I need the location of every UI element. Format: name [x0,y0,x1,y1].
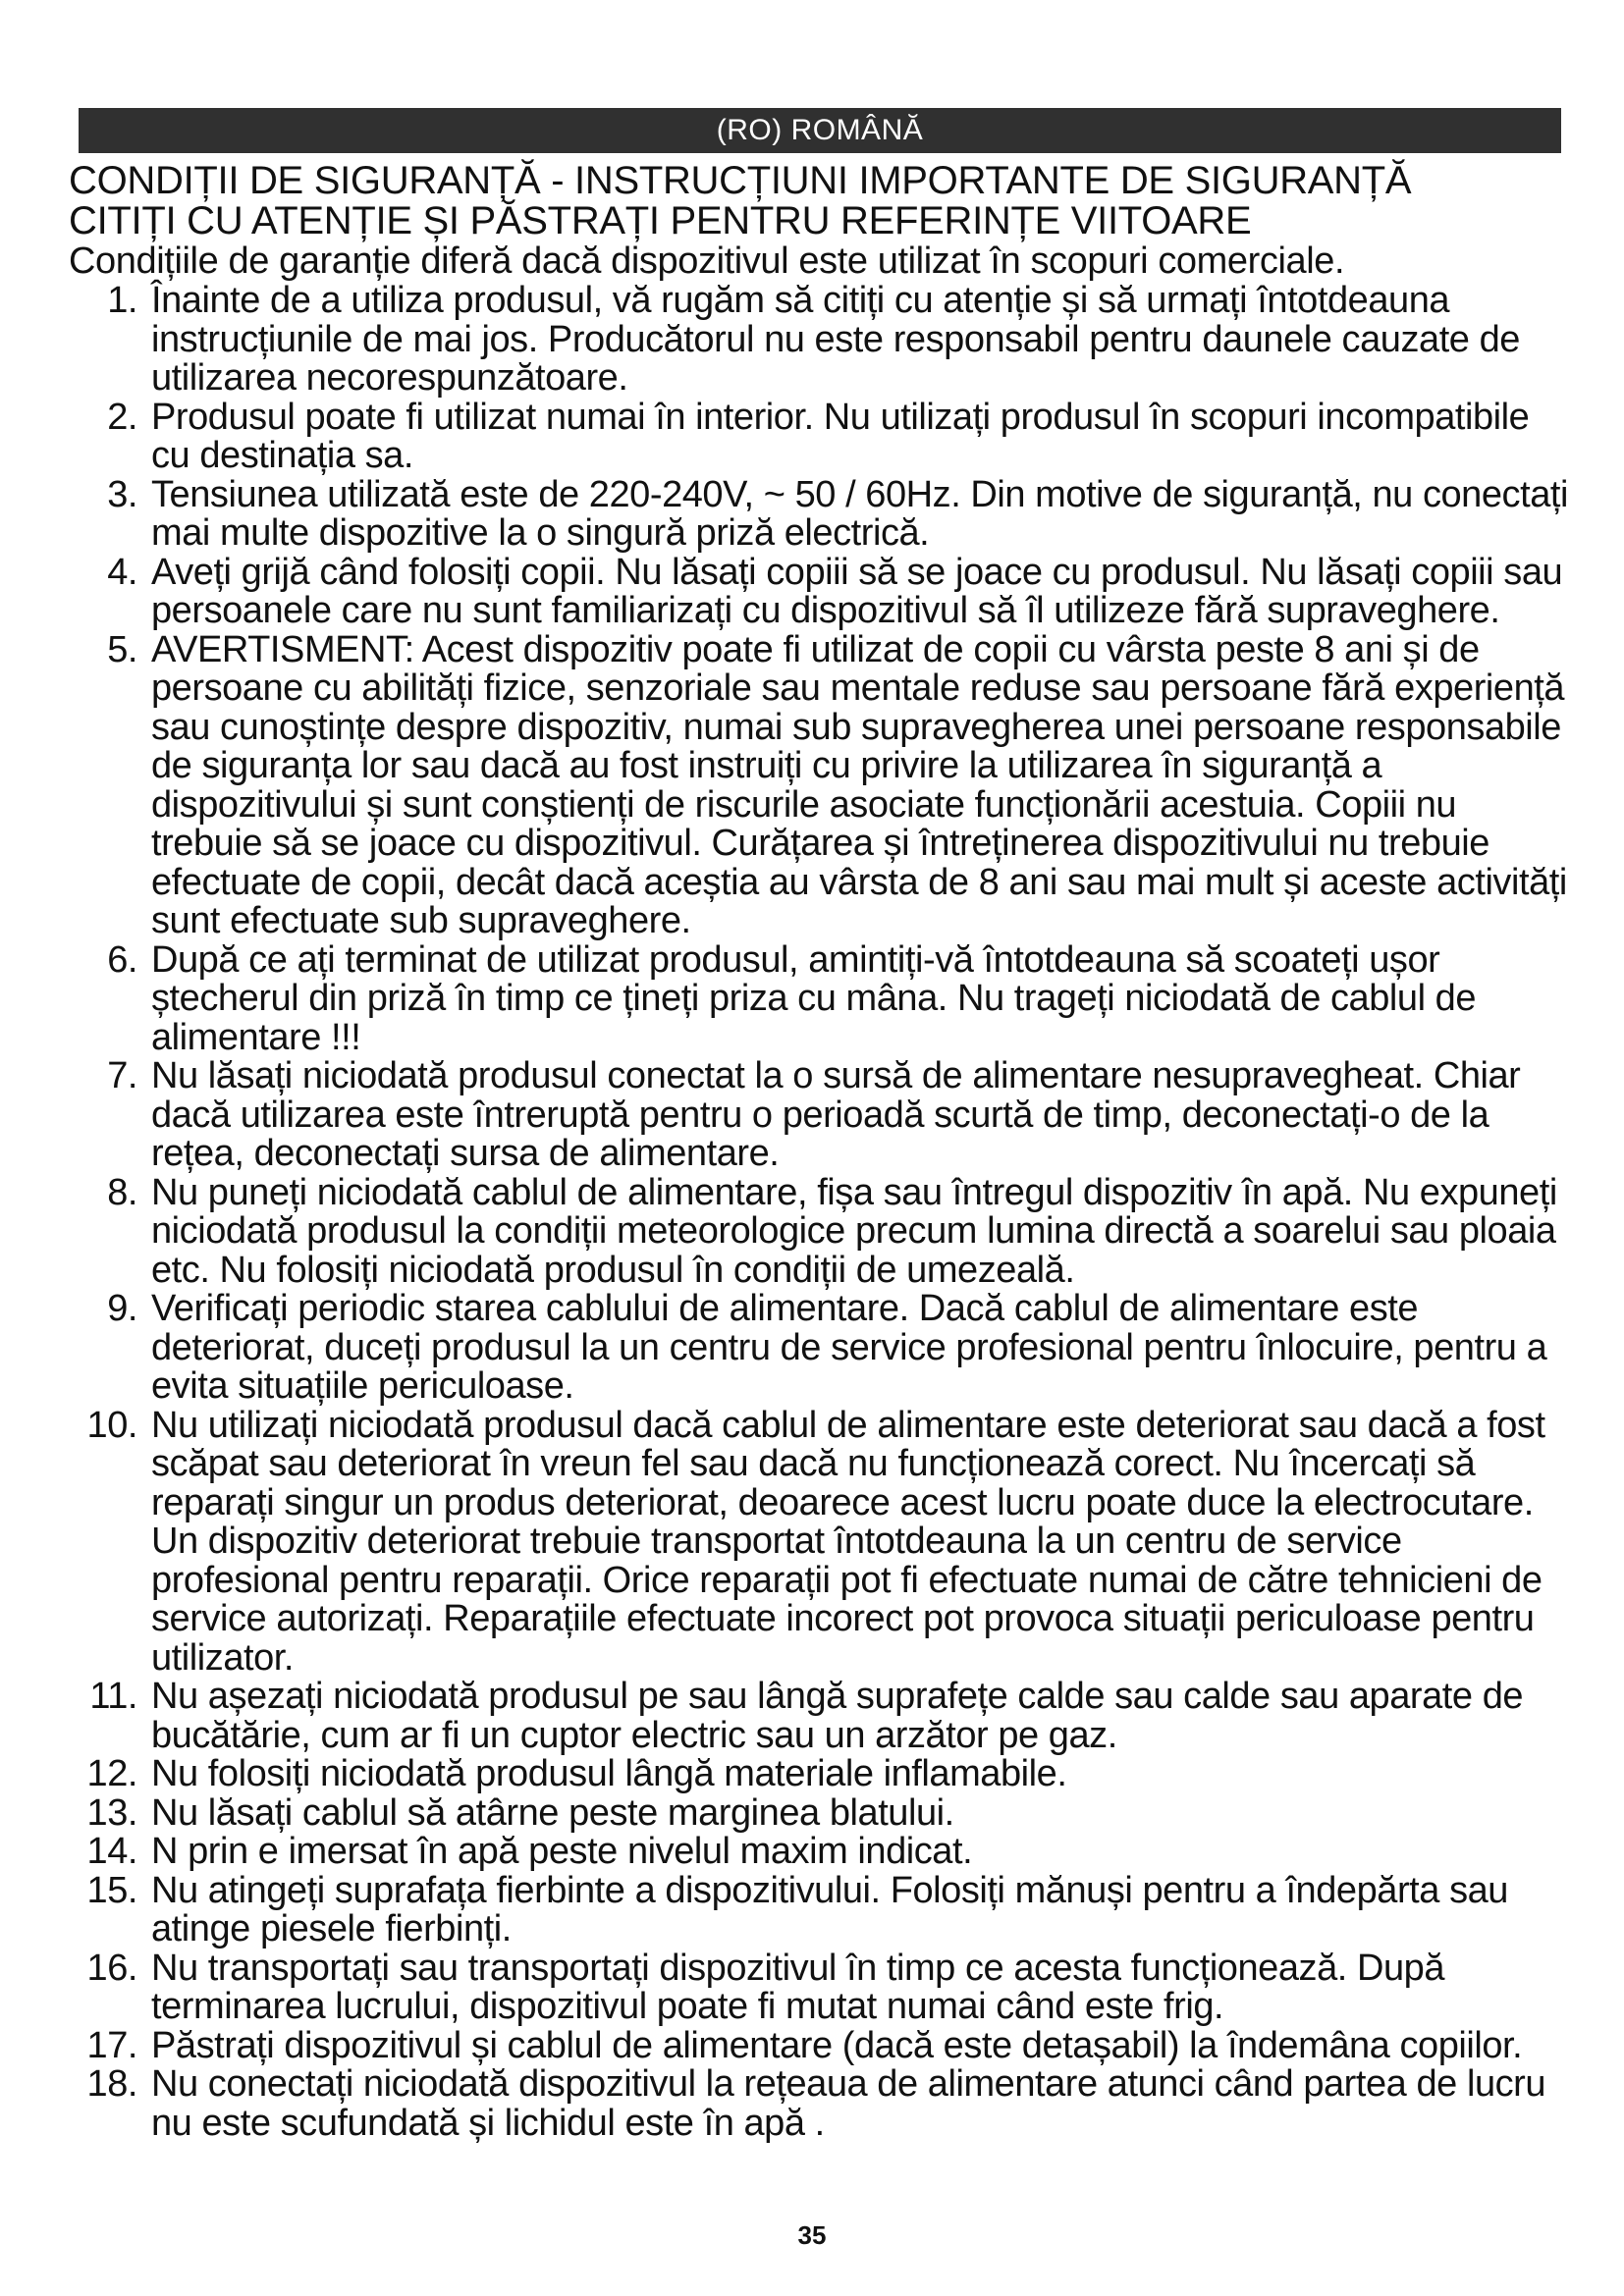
item-text: Nu folosiți niciodată produsul lângă materiale inflamabile. [151,1753,1067,1794]
item-number: 7. [107,1055,137,1096]
item-number: 15. [86,1869,137,1911]
language-label: (RO) ROMÂNĂ [716,114,924,146]
list-item [69,551,1571,631]
item-number: 9. [107,1288,137,1329]
item-text: Nu așezați niciodată produsul pe sau lângă suprafețe calde sau calde sau aparate de bucătărie, cum ar fi un cuptor electric sau un arzător pe gaz. [151,1676,1524,1756]
list-item [69,2024,1571,2066]
list-item [69,1678,1571,1755]
item-number: 3. [107,473,137,515]
list-item [69,1290,1571,1407]
list-item [69,473,1571,554]
list-item [69,1057,1571,1174]
item-number: 14. [86,1831,137,1872]
warranty-intro: Condițiile de garanție diferă dacă dispozitivul este utilizat în scopuri comerciale. [69,240,1345,282]
item-text: Nu lăsați cablul să atârne peste marginea blatului. [151,1791,954,1834]
item-text: Păstrați dispozitivul și cablul de alimentare (dacă este detașabil) la îndemâna copiilor. [151,2024,1523,2066]
list-item [69,1404,1571,1679]
item-text: Nu lăsați niciodată produsul conectat la o sursă de alimentare nesupravegheat. Chiar dacă utilizarea este întreruptă pentru o perioadă scurtă de timp, deconectați-o de la rețea, deconectați sursa de alimentare. [151,1055,1521,1174]
section-title-line-1: CONDIȚII DE SIGURANȚĂ - INSTRUCȚIUNI IMPORTANTE DE SIGURANȚĂ [69,159,1412,202]
list-item [69,2065,1571,2143]
section-title-line-2: CITIȚI CU ATENȚIE ȘI PĂSTRAȚI PENTRU REFERINȚE VIITOARE [69,199,1252,242]
item-number: 11. [89,1676,137,1717]
list-item [69,396,1571,476]
language-header-bar [79,108,1561,153]
item-number: 17. [86,2024,137,2066]
item-number: 2. [107,396,137,438]
item-number: 12. [86,1753,137,1794]
item-text: Nu conectați niciodată dispozitivul la rețeaua de alimentare atunci când partea de lucru nu este scufundată și lichidul este în apă . [151,2063,1546,2144]
item-text: AVERTISMENT: Acest dispozitiv poate fi utilizat de copii cu vârsta peste 8 ani și de persoane cu abilități fizice, senzoriale sau mentale reduse sau persoane fără experiență sau cunoștințe despre dispozitiv, numai sub supravegherea unei persoane responsabile de siguranța lor sau dacă au fost instruiți cu privire la utilizarea în siguranță a dispozitivului și sunt conștienți de riscurile asociate funcționării acestuia. Copiii nu trebuie să se joace cu dispozitivul. Curățarea și întreținerea dispozitivului nu trebuie efectuate de copii, decât dacă aceștia au vârsta de 8 ani sau mai mult și aceste activități sunt efectuate sub supraveghere. [151,628,1567,941]
safety-instructions-list [69,282,1571,2143]
item-number: 10. [86,1404,137,1446]
item-number: 1. [107,280,137,321]
item-text: Tensiunea utilizată este de 220-240V, ~ 50 / 60Hz. Din motive de siguranță, nu conectați mai multe dispozitive la o singură priză electrică. [151,473,1568,554]
list-item [69,1833,1571,1872]
item-text: Înainte de a utiliza produsul, vă rugăm să citiți cu atenție și să urmați întotdeauna instrucțiunile de mai jos. Producătorul nu este responsabil pentru daunele cauzate de utilizarea necorespunzătoare. [151,280,1520,399]
list-item [69,1171,1571,1291]
item-number: 13. [86,1791,137,1834]
item-text: Nu utilizați niciodată produsul dacă cablul de alimentare este deteriorat sau dacă a fost scăpat sau deteriorat în vreun fel sau dacă nu funcționează corect. Nu încercați să reparați singur un produs deteriorat, deoarece acest lucru poate duce la electrocutare. Un dispozitiv deteriorat trebuie transportat întotdeauna la un centru de service profesional pentru reparații. Orice reparații pot fi efectuate numai de către tehnicieni de service autorizați. Reparațiile efectuate incorect pot provoca situații periculoase pentru utilizator. [151,1404,1545,1679]
item-number: 6. [107,938,137,981]
safety-content [69,161,1571,2143]
item-text: Nu puneți niciodată cablul de alimentare, fișa sau întregul dispozitiv în apă. Nu expuneți niciodată produsul la condiții meteorologice precum lumina directă a soarelui sau ploaia etc. Nu folosiți niciodată produsul în condiții de umezeală. [151,1171,1557,1291]
item-number: 4. [107,551,137,593]
item-text: Verificați periodic starea cablului de alimentare. Dacă cablul de alimentare este deteriorat, duceți produsul la un centru de service profesional pentru înlocuire, pentru a evita situațiile periculoase. [151,1288,1547,1407]
item-text: După ce ați terminat de utilizat produsul, amintiți-vă întotdeauna să scoateți ușor ștecherul din priză în timp ce țineți priza cu mâna. Nu trageți niciodată de cablul de alimentare !!! [151,938,1477,1058]
list-item [69,1791,1571,1834]
list-item [69,1949,1571,2027]
list-item [69,1755,1571,1794]
list-item [69,628,1571,941]
item-text: Nu atingeți suprafața fierbinte a dispozitivului. Folosiți mănuși pentru a îndepărta sau atinge piesele fierbinți. [151,1869,1508,1949]
list-item [69,282,1571,399]
list-item [69,1869,1571,1949]
item-text: Nu transportați sau transportați dispozitivul în timp ce acesta funcționează. După terminarea lucrului, dispozitivul poate fi mutat numai când este frig. [151,1947,1445,2027]
list-item [69,938,1571,1058]
item-text: N prin e imersat în apă peste nivelul maxim indicat. [151,1831,973,1872]
item-text: Aveți grijă când folosiți copii. Nu lăsați copiii să se joace cu produsul. Nu lăsați copiii sau persoanele care nu sunt familiarizați cu dispozitivul să îl utilizeze fără supraveghere. [151,551,1563,631]
item-number: 5. [107,628,137,670]
item-number: 18. [86,2063,137,2105]
item-number: 8. [107,1171,137,1213]
item-number: 16. [86,1947,137,1989]
item-text: Produsul poate fi utilizat numai în interior. Nu utilizați produsul în scopuri incompatibile cu destinația sa. [151,396,1530,476]
page-number: 35 [797,2220,827,2250]
